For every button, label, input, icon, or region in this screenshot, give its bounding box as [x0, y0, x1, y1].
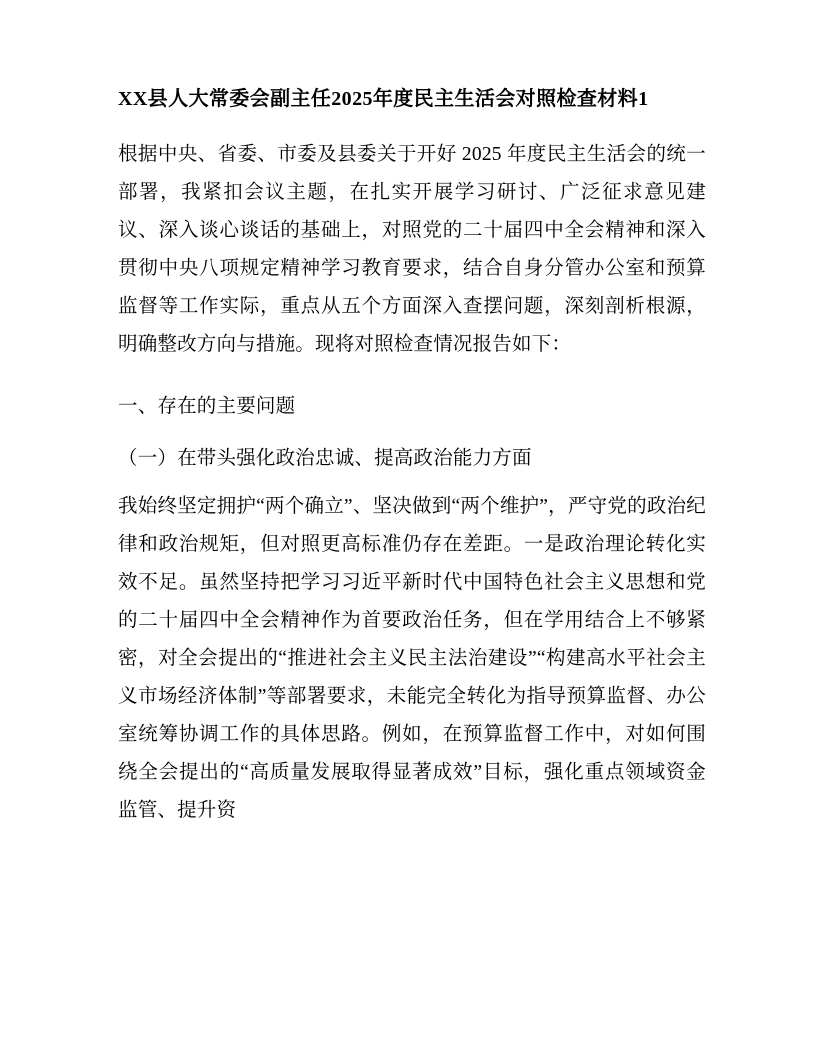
body-paragraph: 我始终坚定拥护“两个确立”、坚决做到“两个维护”，严守党的政治纪律和政治规矩，但对照更高标准仍存在差距。一是政治理论转化实效不足。虽然坚持把学习习近平新时代中国特色社会主义思想和党的二十届四中全会精神作为首要政治任务，但在学用结合上不够紧密，对全会提出的“推进社会主义民主法治建设”“构建高水平社会主义市场经济体制”等部署要求，未能完全转化为指导预算监督、办公室统筹协调工作的具体思路。例如，在预算监督工作中，对如何围绕全会提出的“高质量发展取得显著成效”目标，强化重点领域资金监管、提升资: [118, 496, 706, 821]
subsection-heading-one: （一）在带头强化政治忠诚、提高政治能力方面: [118, 448, 532, 469]
intro-paragraph: 根据中央、省委、市委及县委关于开好 2025 年度民主生活会的统一部署，我紧扣会议主题，在扎实开展学习研讨、广泛征求意见建议、深入谈心谈话的基础上，对照党的二十届四中全会精神和深入贯彻中央八项规定精神学习教育要求，结合自身分管办公室和预算监督等工作实际，重点从五个方面深入查摆问题，深刻剖析根源，明确整改方向与措施。现将对照检查情况报告如下：: [118, 144, 706, 355]
page-title: XX县人大常委会副主任2025年度民主生活会对照检查材料1: [118, 88, 649, 110]
section-heading-one: 一、存在的主要问题: [118, 396, 296, 417]
paragraph-spacer: [118, 378, 706, 388]
